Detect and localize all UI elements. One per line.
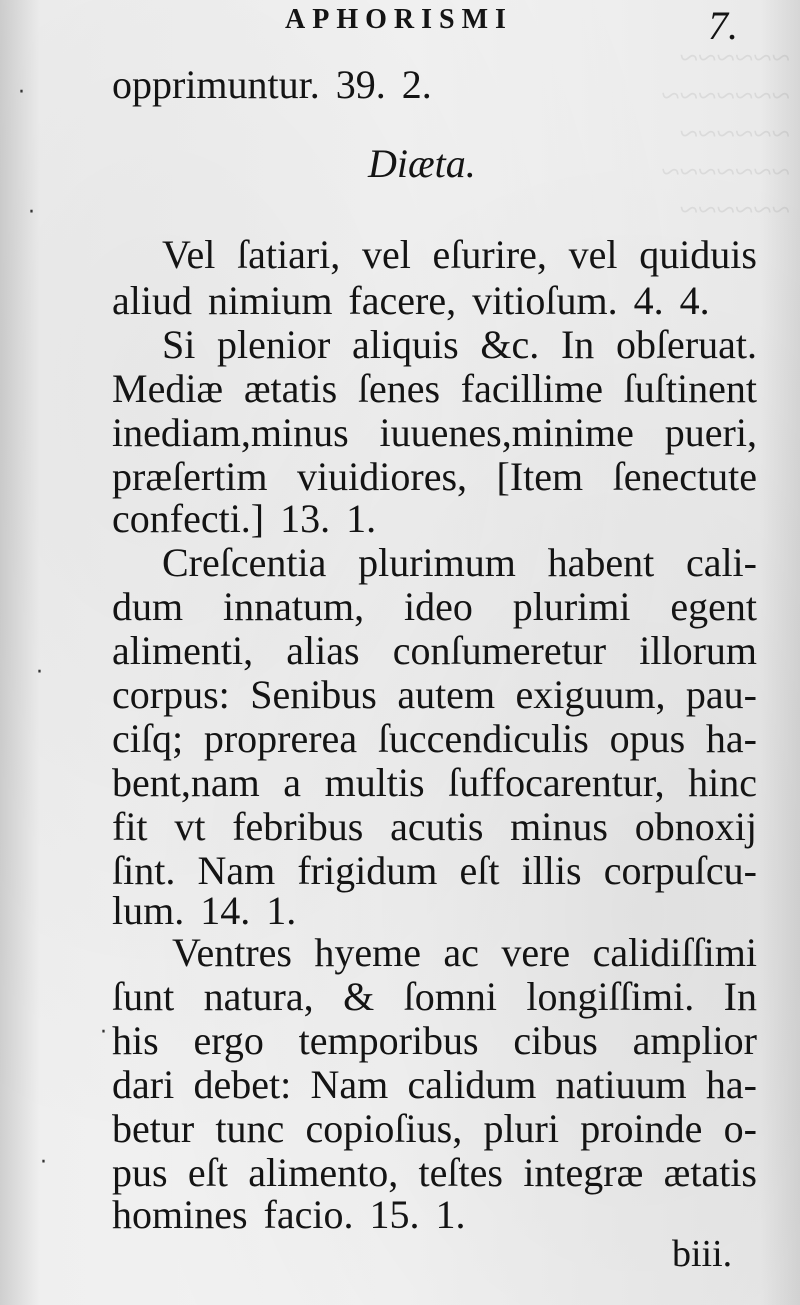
text-line: Si plenior aliquis &c. In obſeruat. bbox=[162, 322, 757, 367]
bleed-through-text: ~~~~~~ ~~~~~~~ ~~~~~~ ~~~~~~~ ~~~~~~ bbox=[661, 40, 790, 229]
text-line: betur tunc copioſius, pluri proinde o- bbox=[112, 1106, 757, 1151]
margin-speck: · bbox=[36, 660, 43, 685]
text-line: aliud nimium facere, vitioſum. 4. 4. bbox=[112, 278, 710, 323]
text-line: Creſcentia plurimum habent cali- bbox=[162, 540, 757, 585]
margin-speck: · bbox=[100, 1020, 107, 1045]
margin-speck: · bbox=[18, 80, 25, 105]
text-line: pus eſt alimento, teſtes integræ ætatis bbox=[112, 1150, 757, 1195]
signature-mark: biii. bbox=[672, 1233, 733, 1275]
page-number: 7. bbox=[708, 3, 738, 48]
text-line: bent,nam a multis ſuffocarentur, hinc bbox=[112, 760, 757, 805]
margin-speck: · bbox=[40, 1150, 47, 1175]
margin-speck: · bbox=[28, 200, 35, 225]
running-title: APHORISMI bbox=[285, 4, 513, 35]
text-line: opprimuntur. 39. 2. bbox=[112, 62, 432, 107]
text-line: dum innatum, ideo plurimi egent bbox=[112, 584, 757, 629]
text-line: Vel ſatiari, vel eſurire, vel quiduis bbox=[162, 232, 757, 277]
text-line: inediam,minus iuuenes,minime pueri, bbox=[112, 410, 757, 455]
text-line: fit vt febribus acutis minus obnoxij bbox=[112, 804, 757, 849]
text-line: corpus: Senibus autem exiguum, pau- bbox=[112, 672, 757, 717]
text-line: alimenti, alias conſumeretur illorum bbox=[112, 628, 757, 673]
text-line: homines facio. 15. 1. bbox=[112, 1192, 466, 1237]
text-line: ciſq; proprerea ſuccendiculis opus ha- bbox=[112, 716, 757, 761]
text-line: his ergo temporibus cibus amplior bbox=[112, 1018, 757, 1063]
text-line: lum. 14. 1. bbox=[112, 888, 297, 933]
text-line: ſint. Nam frigidum eſt illis corpuſcu- bbox=[112, 848, 757, 893]
text-line: Mediæ ætatis ſenes facillime ſuſtinent bbox=[112, 366, 757, 411]
text-line: præſertim viuidiores, [Item ſenectute bbox=[112, 454, 757, 499]
text-line: ſunt natura, & ſomni longiſſimi. In bbox=[112, 974, 757, 1019]
section-title: Diæta. bbox=[368, 141, 476, 186]
text-line: dari debet: Nam calidum natiuum ha- bbox=[112, 1062, 757, 1107]
text-line: confecti.] 13. 1. bbox=[112, 496, 377, 541]
text-line: Ventres hyeme ac vere calidiſſimi bbox=[172, 930, 757, 975]
